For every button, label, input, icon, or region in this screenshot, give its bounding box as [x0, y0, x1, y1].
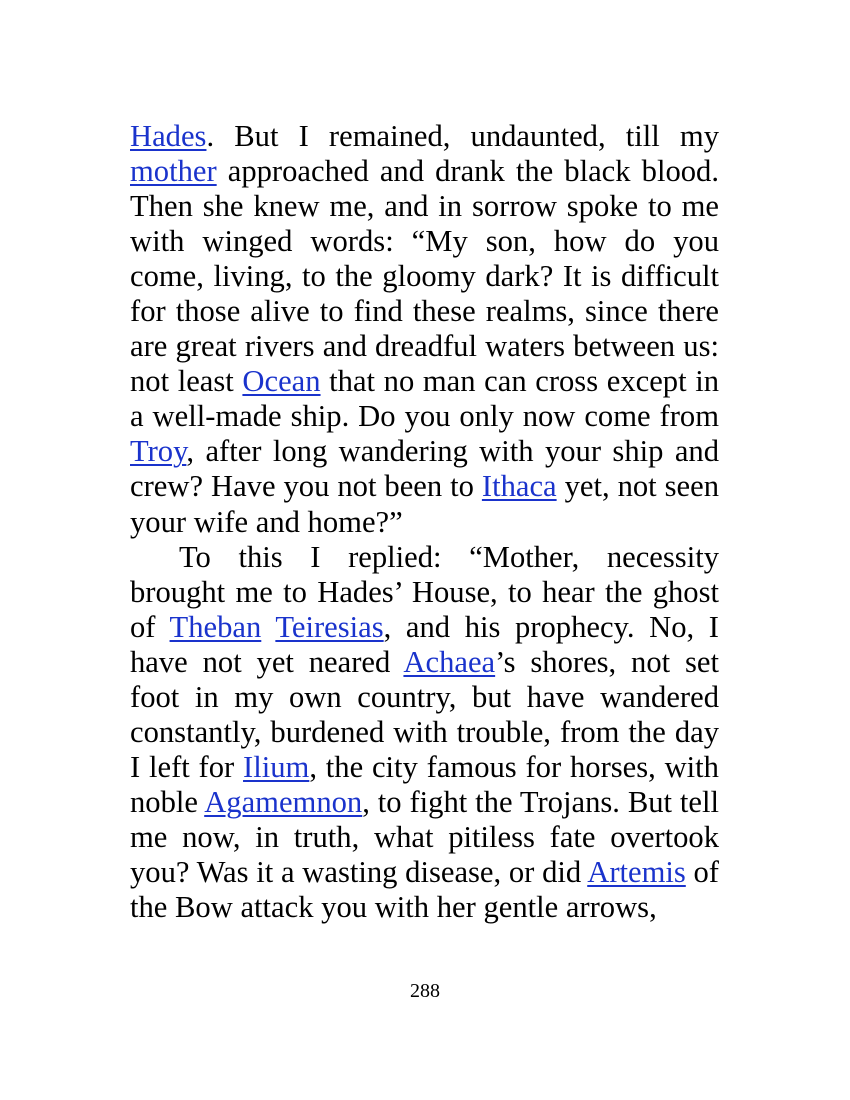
text-segment: , the city famous for horses, with noble: [130, 749, 719, 819]
link-ithaca[interactable]: Ithaca: [481, 469, 557, 504]
paragraph-1: [130, 119, 719, 540]
link-teiresias[interactable]: Teiresias: [275, 609, 384, 644]
link-troy[interactable]: Troy: [130, 434, 187, 469]
link-mother[interactable]: mother: [130, 154, 217, 189]
text-segment: [261, 610, 275, 644]
link-agamemnon[interactable]: Agamemnon: [204, 784, 363, 819]
body-text: [130, 119, 719, 925]
link-ocean[interactable]: Ocean: [242, 364, 321, 399]
link-hades[interactable]: Hades: [130, 119, 207, 153]
page-number: 288: [410, 980, 440, 1002]
paragraph-2: [130, 540, 719, 926]
text-segment: , and his prophecy. No, I have not yet neared: [130, 609, 719, 679]
text-segment: of the Bow attack you with her gentle arrows,: [130, 854, 719, 925]
text-segment: . But I remained, undaunted, till my: [206, 119, 719, 153]
text-segment: To this I replied: “Mother, necessity brought me to Hades’ House, to hear the ghost of: [130, 539, 719, 644]
text-segment: yet, not seen your wife and home?”: [130, 469, 719, 539]
text-segment: ’s shores, not set foot in my own country, but have wandered constantly, burdened with trouble, from the day I left for: [130, 644, 719, 784]
link-artemis[interactable]: Artemis: [587, 854, 686, 889]
text-segment: , to fight the Trojans. But tell me now, in truth, what pitiless fate overtook you? Was it a wasting disease, or did: [130, 784, 719, 889]
text-segment: that no man can cross except in a well-made ship. Do you only now come from: [130, 364, 719, 434]
link-theban[interactable]: Theban: [169, 609, 262, 644]
text-segment: approached and drank the black blood. Then she knew me, and in sorrow spoke to me with winged words: “My son, how do you come, living, to the gloomy dark? It is difficult for those alive to find these realms, since there are great rivers and dreadful waters between us: not least: [130, 154, 719, 399]
link-achaea[interactable]: Achaea: [403, 644, 496, 679]
link-ilium[interactable]: Ilium: [243, 749, 310, 784]
text-segment: , after long wandering with your ship and crew? Have you not been to: [130, 434, 719, 504]
